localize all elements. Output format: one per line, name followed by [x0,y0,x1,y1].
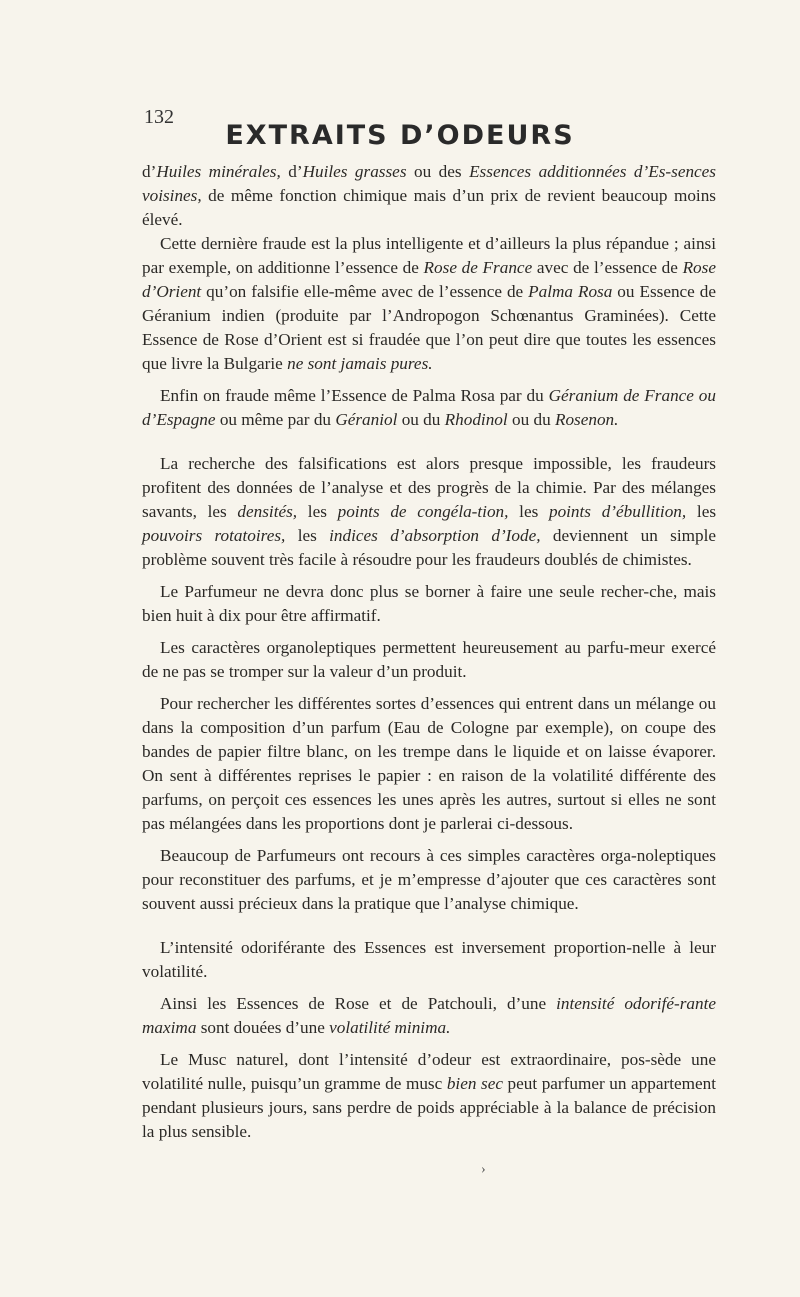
italic-run: Rose de France [423,258,533,277]
text-run: de même fonction chimique mais d’un prix de revient beaucoup moins élevé. [142,186,716,229]
text-run: Le Parfumeur ne devra donc plus se borner à faire une seule recher-che, mais bien huit à dix pour être affirmatif. [142,582,716,625]
italic-run: points d’ébullition, [548,502,687,521]
text-run: les [297,502,338,521]
text-run: Beaucoup de Parfumeurs ont recours à ces simples caractères orga-noleptiques pour reconstituer des parfums, et je m’empresse d’ajouter que ces caractères sont souvent aussi précieux dans la pratique que l’analyse chimique. [142,846,716,913]
paragraph [142,844,716,916]
paragraph [142,936,716,984]
text-run: ou du [397,410,445,429]
italic-run: Rose d’Orient [142,258,716,301]
italic-run: volatilité minima. [329,1018,451,1037]
text-run: deviennent un simple problème souvent très facile à résoudre pour les fraudeurs doublés de chimistes. [142,526,716,569]
text-run: les [508,502,549,521]
text-run: Le Musc naturel, dont l’intensité d’odeur est extraordinaire, pos-sède une volatilité nulle, puisqu’un gramme de musc [142,1050,716,1093]
text-run: peut parfumer un appartement pendant plusieurs jours, sans perdre de poids appréciable à la balance de précision la plus sensible. [142,1074,716,1141]
italic-run: Essences additionnées d’Es-sences voisines, [142,162,716,205]
italic-run: points de congéla-tion, [337,502,509,521]
italic-run: densités, [237,502,298,521]
paragraph [142,452,716,572]
text-run: qu’on falsifie elle-même avec de l’essence de [201,282,529,301]
paragraph [142,636,716,684]
text-run: Ainsi les Essences de Rose et de Patchouli, d’une [160,994,557,1013]
text-run: La recherche des falsifications est alors presque impossible, les fraudeurs profitent des données de l’analyse et des progrès de la chimie. Par des mélanges savants, les [142,454,716,521]
text-run: Pour rechercher les différentes sortes d’essences qui entrent dans un mélange ou dans la composition d’un parfum (Eau de Cologne par exemple), on coupe des bandes de papier filtre blanc, on les trempe dans le liquide et on laisse évaporer. On sent à différentes reprises le papier : en raison de la volatilité différente des parfums, on perçoit ces essences les unes après les autres, surtout si elles ne sont pas mélangées dans les proportions dont je parlerai ci-dessous. [142,694,716,833]
italic-run: intensité odorifé-rante maxima [142,994,716,1037]
text-run: Cette dernière fraude est la plus intelligente et d’ailleurs la plus répandue ; ainsi par exemple, on additionne l’essence de [142,234,716,277]
italic-run: Rosenon. [554,410,619,429]
paragraph [142,160,716,232]
text-run: les [285,526,330,545]
text-run: ou du [507,410,555,429]
italic-run: Huiles grasses [302,162,407,181]
text-run: ou même par du [215,410,336,429]
text-run: d’ [280,162,303,181]
italic-run: ne sont jamais pures. [287,354,433,373]
body-text [142,160,716,1144]
text-run: ou des [406,162,470,181]
italic-run: Huiles minérales, [156,162,281,181]
paragraph [142,580,716,628]
italic-run: bien sec [446,1074,503,1093]
text-run: ou Essence de Géranium indien (produite par l’Andropogon Schœnantus Graminées). Cette Essence de Rose d’Orient est si fraudée que l’on peut dire que toutes les essences que livre la Bulgarie [142,282,716,373]
text-run: sont douées d’une [196,1018,330,1037]
paragraph [142,992,716,1040]
text-run: Enfin on fraude même l’Essence de Palma Rosa par du [160,386,549,405]
paragraph [142,1048,716,1144]
text-run: d’ [142,162,157,181]
running-title: EXTRAITS D’ODEURS [225,120,575,151]
italic-run: Géraniol [335,410,398,429]
stray-mark: › [481,1162,486,1177]
text-run: Les caractères organoleptiques permettent heureusement au parfu-meur exercé de ne pas se tromper sur la valeur d’un produit. [142,638,716,681]
text-run: les [686,502,717,521]
page-number: 132 [144,106,174,128]
italic-run: pouvoirs rotatoires, [142,526,286,545]
italic-run: Palma Rosa [528,282,613,301]
italic-run: indices d’absorption d’Iode, [329,526,541,545]
text-run: avec de l’essence de [532,258,683,277]
italic-run: Rhodinol [444,410,508,429]
paragraph [142,384,716,432]
text-run: L’intensité odoriférante des Essences est inversement proportion-nelle à leur volatilité. [142,938,716,981]
paragraph [142,692,716,836]
paragraph [142,232,716,376]
italic-run: Géranium de France ou d’Espagne [142,386,716,429]
